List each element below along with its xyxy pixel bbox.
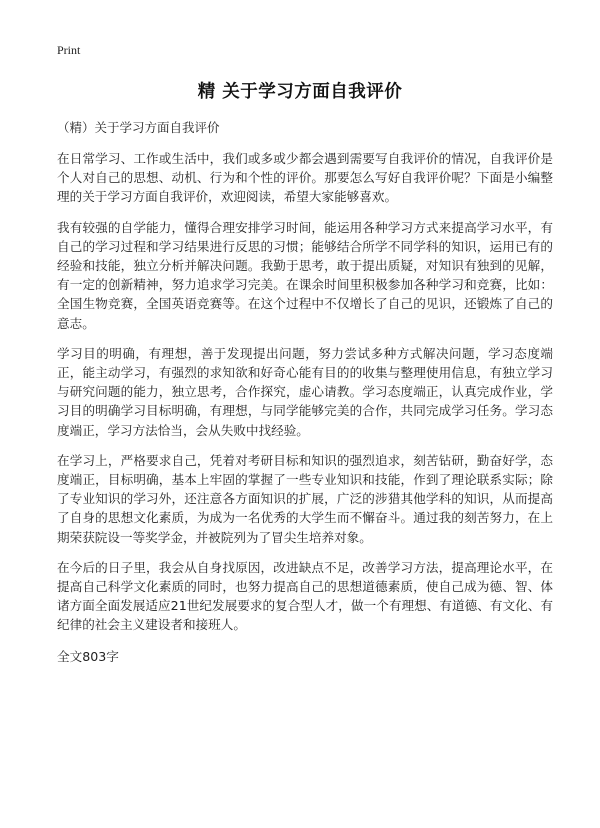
paragraph-self-study: 我有较强的自学能力，懂得合理安排学习时间，能运用各种学习方式来提高学习水平，有自己的学习过程和学习结果进行反思的习惯；能够结合所学不同学科的知识，运用已有的经验和技能，独立分析并解决问题。我勤于思考，敢于提出质疑，对知识有独到的见解，有一定的创新精神，努力追求学习完美。在课余时间里积极参加各种学习和竞赛，比如：全国生物竞赛，全国英语竞赛等。在这个过程中不仅增长了自己的见识，还锻炼了自己的意志。 — [57, 219, 553, 331]
document-body — [57, 149, 553, 665]
document-subtitle: （精）关于学习方面自我评价 — [57, 120, 220, 135]
paragraph-learning-goals: 学习目的明确，有理想，善于发现提出问题，努力尝试多种方式解决问题，学习态度端正，能主动学习，有强烈的求知欲和好奇心能有目的的收集与整理使用信息，有独立学习与研究问题的能力，独立思考，合作探究，虚心请教。学习态度端正，认真完成作业，学习目的明确学习目标明确，有理想，与同学能够完美的合作，共同完成学习任务。学习态度端正，学习方法恰当，会从失败中找经验。 — [57, 345, 553, 438]
paragraph-future-plans: 在今后的日子里，我会从自身找原因，改进缺点不足，改善学习方法，提高理论水平，在提高自己科学文化素质的同时，也努力提高自己的思想道德素质，使自己成为德、智、体诸方面全面发展适应21世纪发展要求的复合型人才，做一个有理想、有道德、有文化、有纪律的社会主义建设者和接班人。 — [57, 559, 553, 633]
paragraph-study-attitude: 在学习上，严格要求自己，凭着对考研目标和知识的强烈追求，刻苦钻研，勤奋好学，态度端正，目标明确，基本上牢固的掌握了一些专业知识和技能，作到了理论联系实际；除了专业知识的学习外，还注意各方面知识的扩展，广泛的涉猎其他学科的知识，从而提高了自身的思想文化素质，为成为一名优秀的大学生而不懈奋斗。通过我的刻苦努力，在上期荣获院设一等奖学金，并被院列为了冒尖生培养对象。 — [57, 452, 553, 545]
word-count: 全文803字 — [57, 648, 119, 664]
document-title: 精 关于学习方面自我评价 — [197, 82, 403, 102]
paragraph-intro: 在日常学习、工作或生活中，我们或多或少都会遇到需要写自我评价的情况，自我评价是个人对自己的思想、动机、行为和个性的评价。那要怎么写好自我评价呢？下面是小编整理的关于学习方面自我评价，欢迎阅读，希望大家能够喜欢。 — [57, 151, 553, 205]
print-label: Print — [57, 43, 81, 57]
